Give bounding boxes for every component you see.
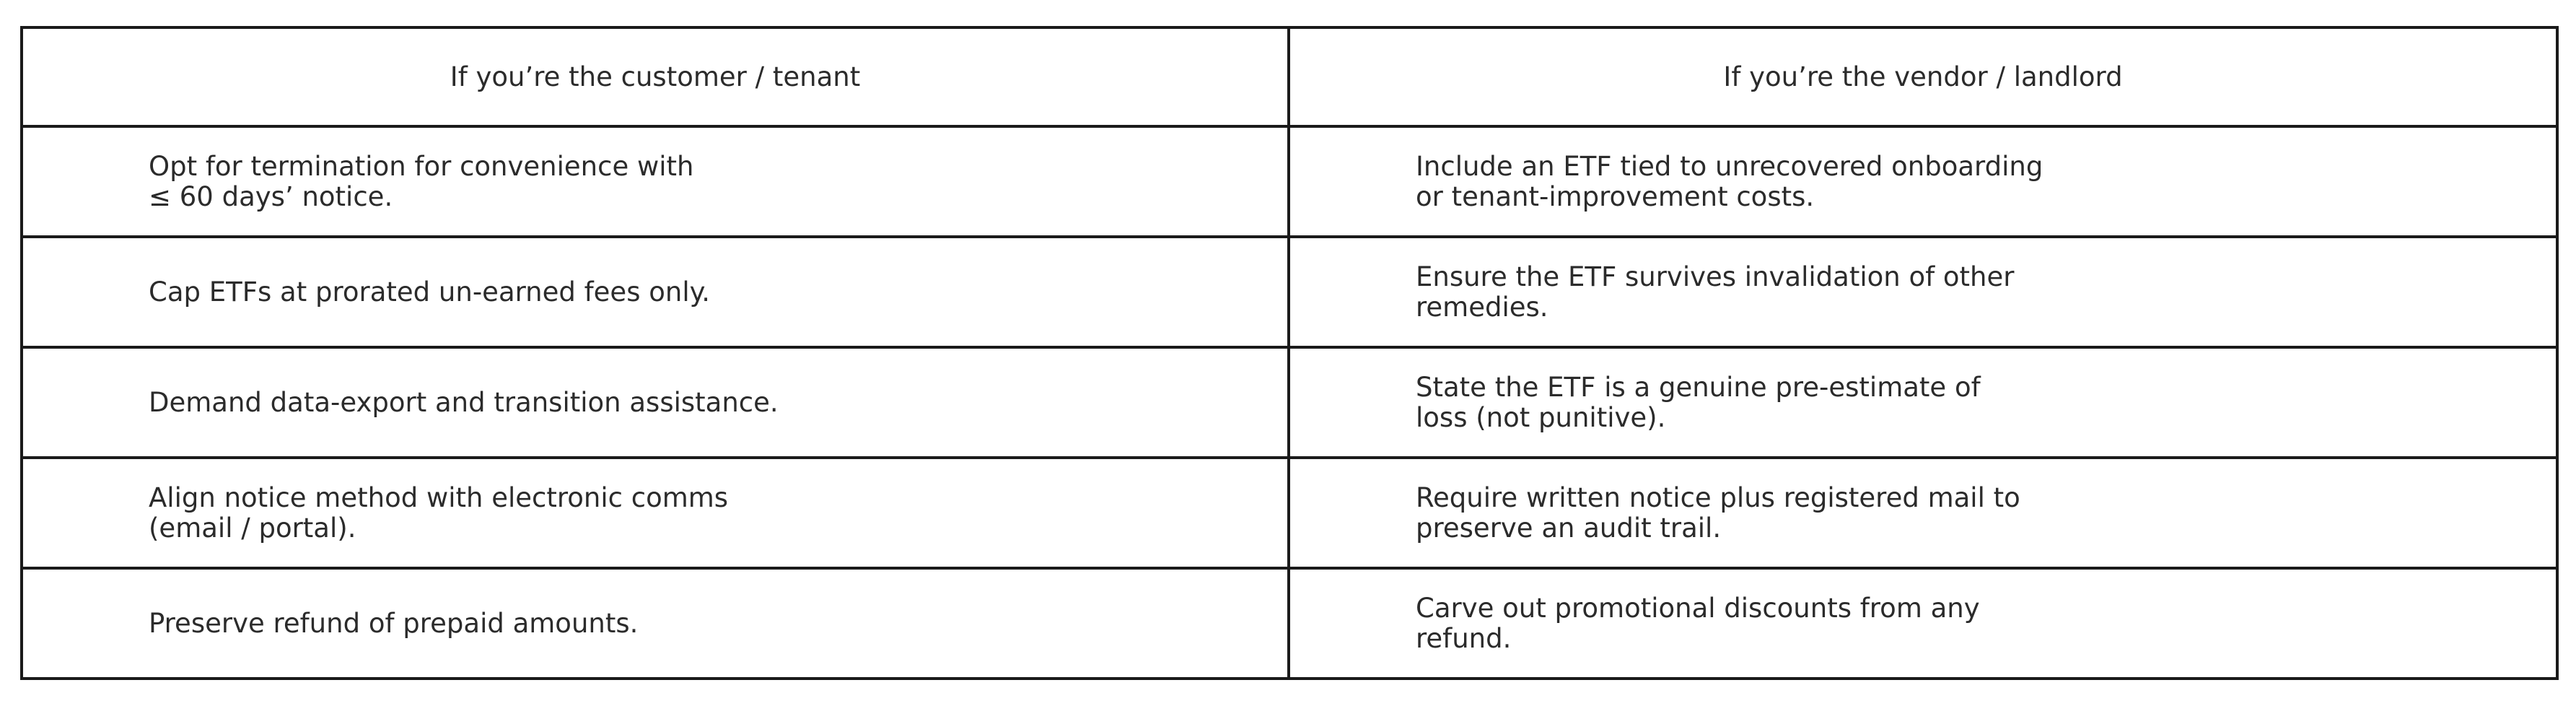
comparison-table (20, 26, 2559, 680)
cell-text: Ensure the ETF survives invalidation of other remedies. (1416, 261, 2015, 323)
table-cell (1289, 126, 2557, 237)
table-cell (1289, 237, 2557, 347)
table-row (22, 347, 2557, 458)
cell-text: Demand data-export and transition assistance. (149, 386, 779, 418)
table-cell (22, 237, 1289, 347)
header-customer-tenant: If you’re the customer / tenant (22, 27, 1289, 126)
table-cell (22, 347, 1289, 458)
cell-text: State the ETF is a genuine pre-estimate of loss (not punitive). (1416, 371, 1981, 433)
table-header-row (22, 27, 2557, 126)
table-cell (1289, 458, 2557, 568)
cell-text: Align notice method with electronic comms (email / portal). (149, 481, 729, 544)
cell-text: Cap ETFs at prorated un-earned fees only. (149, 276, 710, 308)
cell-text: Include an ETF tied to unrecovered onboarding or tenant-improvement costs. (1416, 150, 2043, 212)
table-cell (1289, 568, 2557, 679)
table-row (22, 568, 2557, 679)
cell-text: Require written notice plus registered mail to preserve an audit trail. (1416, 481, 2020, 544)
table-row (22, 237, 2557, 347)
cell-text: Carve out promotional discounts from any refund. (1416, 592, 1980, 654)
table-row (22, 458, 2557, 568)
cell-text: Preserve refund of prepaid amounts. (149, 607, 639, 639)
table-row (22, 126, 2557, 237)
table-cell (22, 458, 1289, 568)
table-cell (1289, 347, 2557, 458)
table-cell (22, 126, 1289, 237)
cell-text: Opt for termination for convenience with ≤ 60 days’ notice. (149, 150, 694, 212)
table-cell (22, 568, 1289, 679)
header-vendor-landlord: If you’re the vendor / landlord (1289, 27, 2557, 126)
